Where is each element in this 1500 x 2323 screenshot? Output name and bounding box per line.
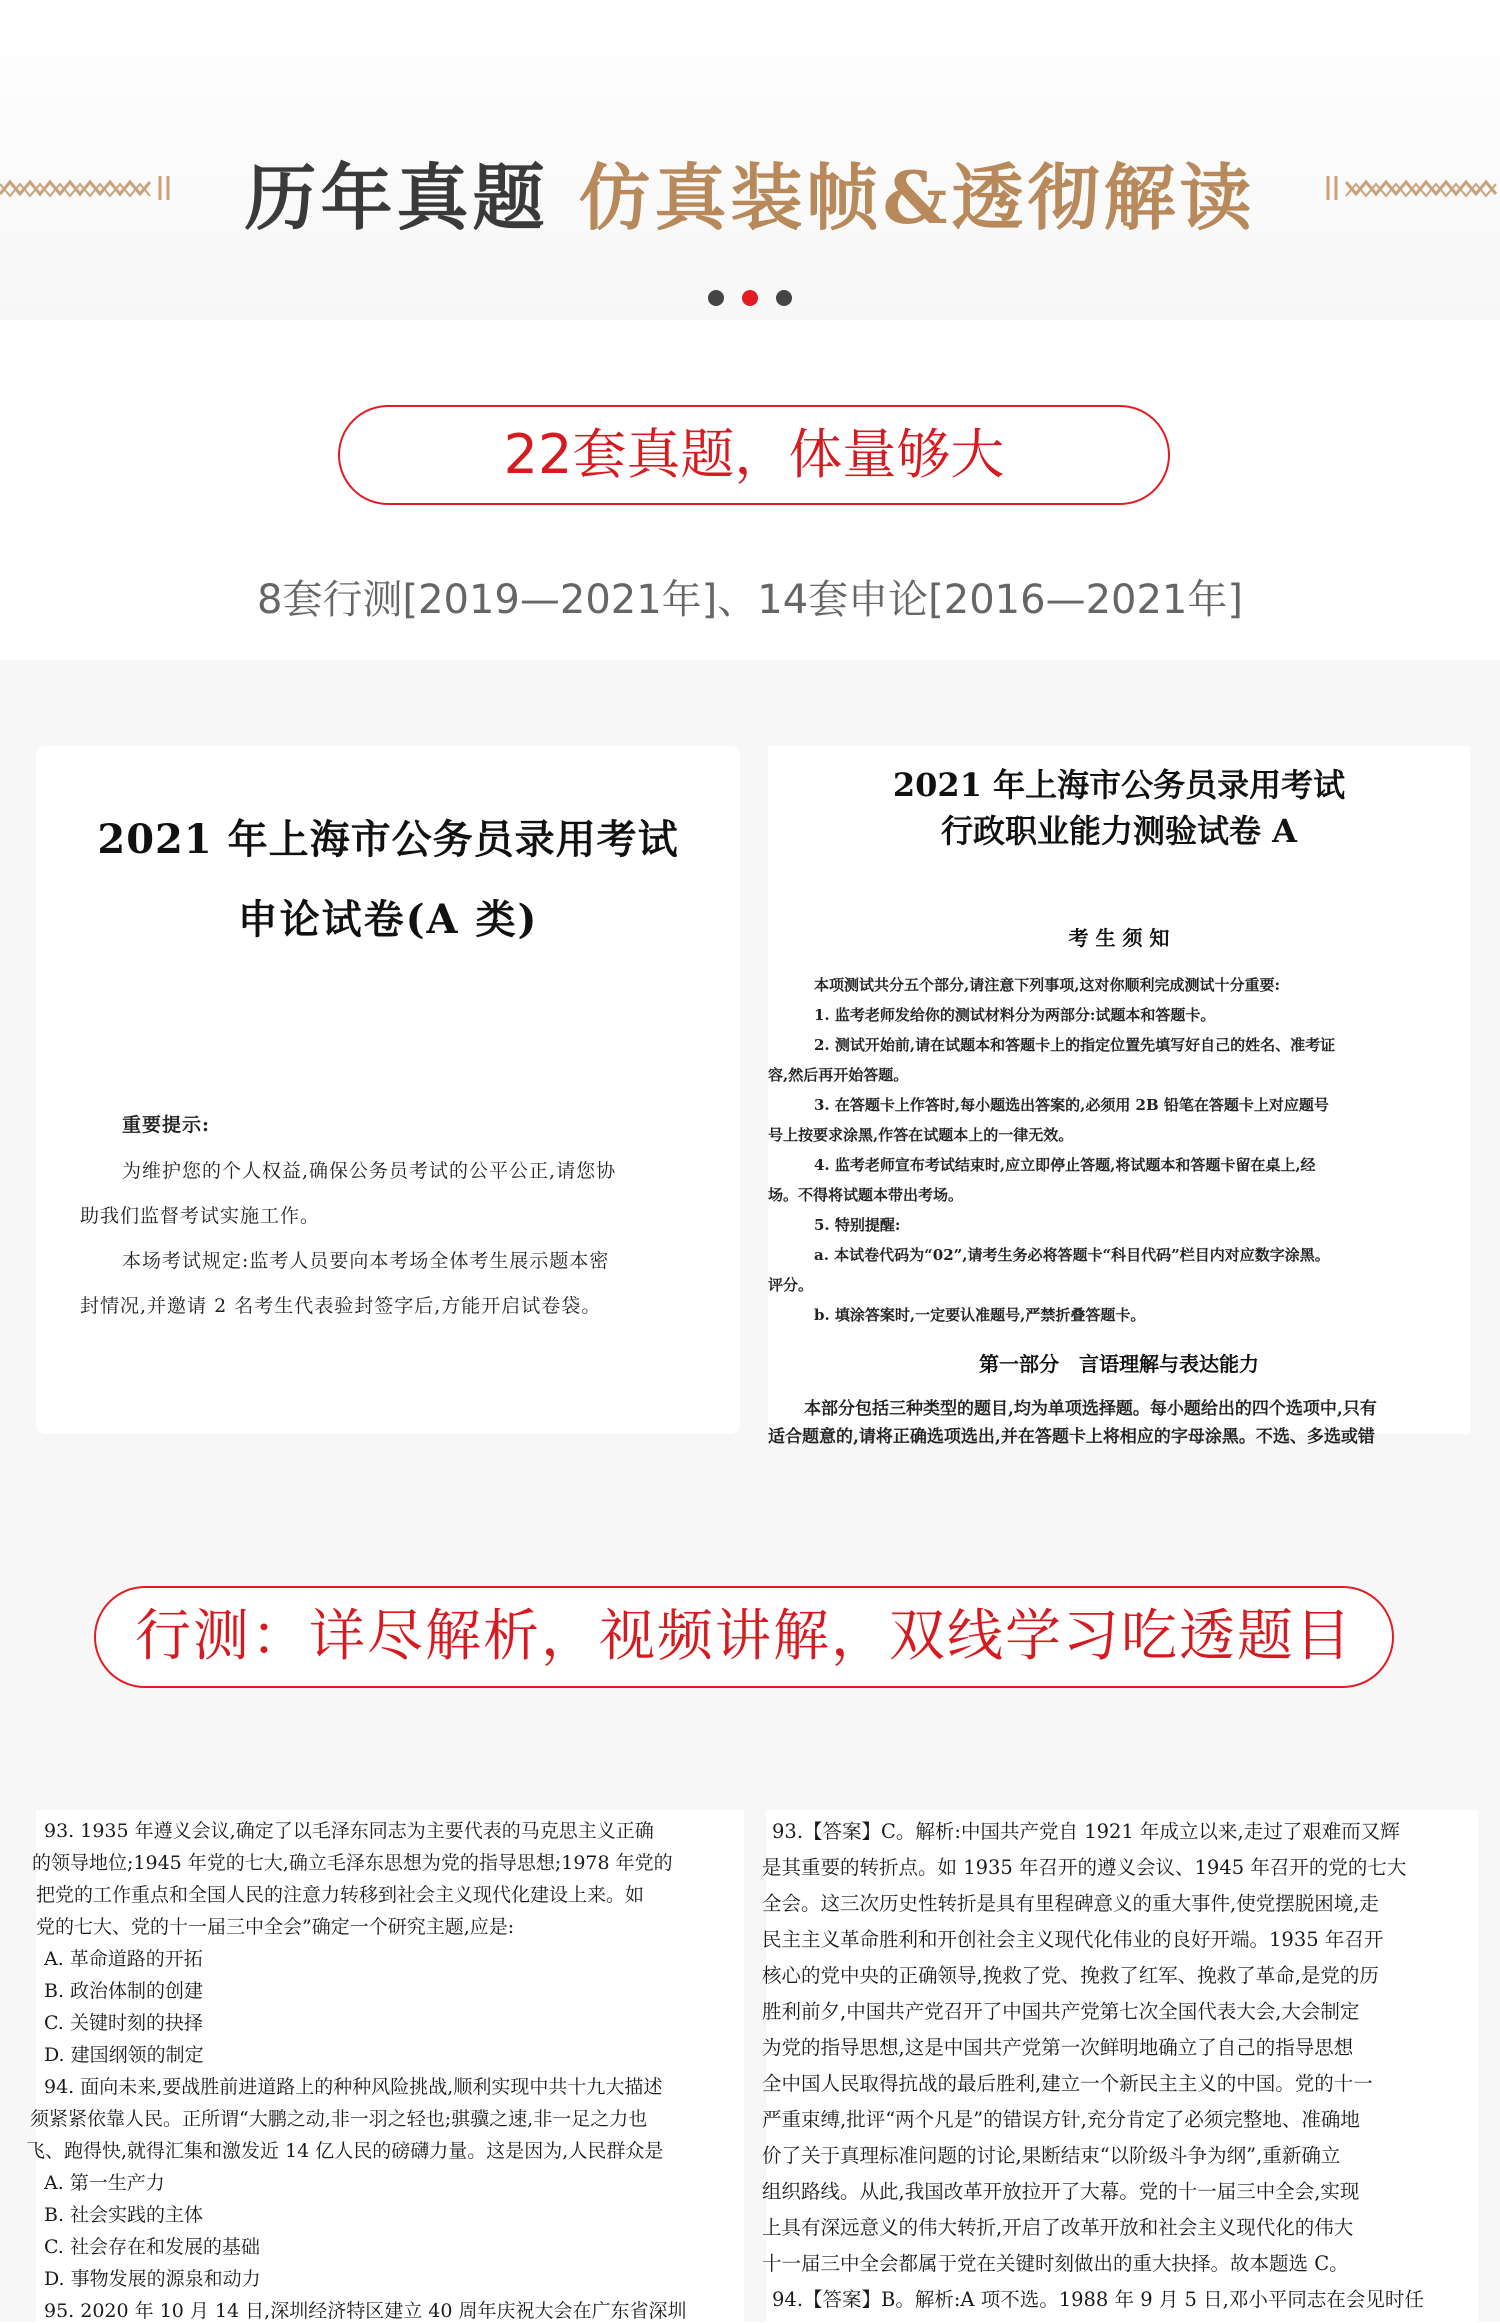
notice-line: 评分。 bbox=[768, 1276, 814, 1294]
notice-line: b. 填涂答案时,一定要认准题号,严禁折叠答题卡。 bbox=[814, 1306, 1146, 1324]
notice-line: 封情况,并邀请 2 名考生代表验封签字后,方能开启试卷袋。 bbox=[80, 1295, 602, 1317]
answer-line: 全会。这三次历史性转折是具有里程碑意义的重大事件,使党摆脱困境,走 bbox=[762, 1892, 1379, 1915]
answer-line: 严重束缚,批评“两个凡是”的错误方针,充分肯定了必须完整地、准确地 bbox=[762, 2108, 1360, 2131]
answer-line: 为党的指导思想,这是中国共产党第一次鲜明地确立了自己的指导思想 bbox=[762, 2036, 1354, 2059]
notice-line: 号上按要求涂黑,作答在试题本上的一律无效。 bbox=[768, 1126, 1074, 1144]
page-title bbox=[0, 140, 1500, 244]
question-line: 党的七大、党的十一届三中全会”确定一个研究主题,应是: bbox=[36, 1916, 515, 1938]
notice-line: 3. 在答题卡上作答时,每小题选出答案的,必须用 2B 铅笔在答题卡上对应题号 bbox=[814, 1096, 1329, 1114]
answer-line: 93.【答案】C。解析:中国共产党自 1921 年成立以来,走过了艰难而又辉 bbox=[772, 1820, 1400, 1843]
answer-line: 核心的党中央的正确领导,挽救了党、挽救了红军、挽救了革命,是党的历 bbox=[762, 1964, 1379, 1987]
title-dark: 历年真题 bbox=[244, 155, 549, 240]
part-description: 本部分包括三种类型的题目,均为单项选择题。每小题给出的四个选项中,只有 bbox=[804, 1399, 1377, 1419]
question-page-preview bbox=[26, 1810, 744, 2322]
option-line: B. 政治体制的创建 bbox=[44, 1980, 204, 2002]
carousel-dot[interactable] bbox=[776, 290, 792, 306]
answer-page-preview bbox=[762, 1810, 1478, 2322]
question-line: 94. 面向未来,要战胜前进道路上的种种风险挑战,顺利实现中共十九大描述 bbox=[44, 2076, 663, 2098]
option-line: D. 事物发展的源泉和动力 bbox=[44, 2268, 261, 2290]
doc-title-line1: 2021 年上海市公务员录用考试 bbox=[892, 766, 1346, 804]
answer-line: 民主主义革命胜利和开创社会主义现代化伟业的良好开端。1935 年召开 bbox=[762, 1928, 1384, 1951]
xingce-paper-preview bbox=[768, 746, 1470, 1447]
answer-line: 94.【答案】B。解析:A 项不选。1988 年 9 月 5 日,邓小平同志在会见时任 bbox=[772, 2288, 1424, 2311]
question-line: 须紧紧依靠人民。正所谓“大鹏之动,非一羽之轻也;骐骥之速,非一足之力也 bbox=[30, 2108, 648, 2130]
carousel-dot[interactable] bbox=[708, 290, 724, 306]
title-gold: 仿真装帧&透彻解读 bbox=[578, 155, 1256, 240]
notice-line: 本项测试共分五个部分,请注意下列事项,这对你顺利完成测试十分重要: bbox=[814, 976, 1280, 994]
option-line: B. 社会实践的主体 bbox=[44, 2204, 204, 2226]
answer-line: 上具有深远意义的伟大转折,开启了改革开放和社会主义现代化的伟大 bbox=[762, 2216, 1354, 2239]
banner-subtitle: 8套行测[2019—2021年]、14套申论[2016—2021年] bbox=[257, 577, 1243, 623]
notice-line: 1. 监考老师发给你的测试材料分为两部分:试题本和答题卡。 bbox=[814, 1006, 1216, 1024]
notice-line: 本场考试规定:监考人员要向本考场全体考生展示题本密 bbox=[122, 1250, 610, 1272]
answer-line: 十一届三中全会都属于党在关键时刻做出的重大抉择。故本题选 C。 bbox=[762, 2252, 1349, 2275]
option-line: C. 关键时刻的抉择 bbox=[44, 2012, 203, 2034]
notice-line: 场。不得将试题本带出考场。 bbox=[768, 1186, 964, 1204]
answer-line: 全中国人民取得抗战的最后胜利,建立一个新民主主义的中国。党的十一 bbox=[762, 2072, 1373, 2095]
question-line: 把党的工作重点和全国人民的注意力转移到社会主义现代化建设上来。如 bbox=[36, 1884, 645, 1906]
answer-line: 是其重要的转折点。如 1935 年召开的遵义会议、1945 年召开的党的七大 bbox=[762, 1856, 1407, 1879]
notice-heading: 重要提示: bbox=[122, 1114, 211, 1136]
part-title: 第一部分 言语理解与表达能力 bbox=[979, 1352, 1259, 1376]
notice-heading: 考 生 须 知 bbox=[1068, 926, 1170, 950]
doc-title-line1: 2021 年上海市公务员录用考试 bbox=[97, 816, 679, 863]
option-line: D. 建国纲领的制定 bbox=[44, 2044, 204, 2066]
notice-line: 容,然后再开始答题。 bbox=[768, 1066, 909, 1084]
answer-line: 价了关于真理标准问题的讨论,果断结束“以阶级斗争为纲”,重新确立 bbox=[762, 2144, 1341, 2167]
feature-banner-volume: 22套真题，体量够大 bbox=[338, 405, 1170, 505]
part-description: 适合题意的,请将正确选项选出,并在答题卡上将相应的字母涂黑。不选、多选或错 bbox=[768, 1427, 1375, 1447]
carousel-dot-active[interactable] bbox=[742, 290, 758, 306]
notice-line: 5. 特别提醒: bbox=[814, 1216, 901, 1234]
notice-line: 4. 监考老师宣布考试结束时,应立即停止答题,将试题本和答题卡留在桌上,经 bbox=[814, 1156, 1316, 1174]
answer-line: 组织路线。从此,我国改革开放拉开了大幕。党的十一届三中全会,实现 bbox=[762, 2180, 1360, 2203]
option-line: A. 第一生产力 bbox=[44, 2172, 165, 2194]
feature-banner-analysis: 行测：详尽解析，视频讲解，双线学习吃透题目 bbox=[94, 1586, 1394, 1688]
option-line: A. 革命道路的开拓 bbox=[44, 1948, 203, 1970]
notice-line: a. 本试卷代码为“02”,请考生务必将答题卡“科目代码”栏目内对应数字涂黑。 bbox=[814, 1246, 1330, 1264]
notice-line: 2. 测试开始前,请在试题本和答题卡上的指定位置先填写好自己的姓名、准考证 bbox=[814, 1036, 1336, 1054]
doc-title-line2: 申论试卷(A 类) bbox=[237, 896, 539, 943]
shenlun-paper-preview bbox=[36, 746, 740, 1434]
option-line: C. 社会存在和发展的基础 bbox=[44, 2236, 260, 2258]
notice-line: 为维护您的个人权益,确保公务员考试的公平公正,请您协 bbox=[122, 1160, 617, 1182]
carousel-indicator bbox=[700, 290, 800, 310]
answer-line: 胜利前夕,中国共产党召开了中国共产党第七次全国代表大会,大会制定 bbox=[762, 2000, 1360, 2023]
question-line: 的领导地位;1945 年党的七大,确立毛泽东思想为党的指导思想;1978 年党的 bbox=[32, 1852, 673, 1874]
question-line: 飞、跑得快,就得汇集和激发近 14 亿人民的磅礴力量。这是因为,人民群众是 bbox=[26, 2140, 664, 2162]
question-line: 93. 1935 年遵义会议,确定了以毛泽东同志为主要代表的马克思主义正确 bbox=[44, 1820, 654, 1842]
question-line: 95. 2020 年 10 月 14 日,深圳经济特区建立 40 周年庆祝大会在广东省深圳 bbox=[44, 2300, 687, 2322]
notice-line: 助我们监督考试实施工作。 bbox=[80, 1205, 321, 1227]
doc-title-line2: 行政职业能力测验试卷 A bbox=[941, 812, 1297, 850]
